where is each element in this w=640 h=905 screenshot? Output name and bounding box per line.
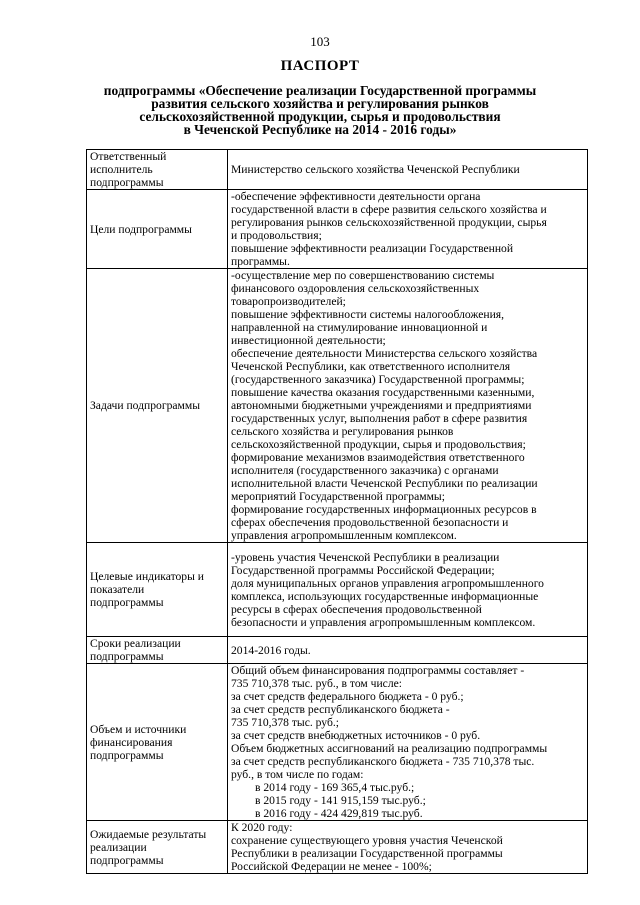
passport-table	[86, 149, 588, 874]
label-line: финансирования	[90, 735, 173, 749]
value-line: автономными бюджетными учреждениями и предприятиями	[231, 399, 532, 412]
label-line: Задачи подпрограммы	[90, 399, 200, 412]
passport-row	[87, 543, 588, 637]
subtitle-line: подпрограммы «Обеспечение реализации Государственной программы	[103, 83, 537, 98]
value-line: финансового оздоровления сельскохозяйственных	[231, 282, 480, 295]
value-line: обеспечение деятельности Министерства сельского хозяйства	[231, 347, 538, 360]
value-line: формирование механизмов взаимодействия ответственного	[231, 451, 525, 464]
value-line: государственных услуг, выполнения работ в сфере развития	[231, 412, 528, 425]
row-value	[228, 821, 588, 874]
value-line: Российской Федерации не менее - 100%;	[231, 860, 432, 873]
subtitle-line: развития сельского хозяйства и регулирования рынков	[151, 96, 489, 111]
row-value	[228, 269, 588, 543]
row-value	[228, 150, 588, 190]
year-funding-line: в 2014 году - 169 365,4 тыс.руб.;	[255, 781, 415, 794]
label-line: Ожидаемые результаты	[90, 827, 207, 841]
row-value	[228, 637, 588, 664]
subtitle-line: в Чеченской Республике на 2014 - 2016 годы»	[183, 122, 457, 137]
label-line: подпрограммы	[90, 853, 164, 867]
value-line: Министерство сельского хозяйства Чеченской Республики	[231, 163, 520, 176]
label-line: исполнитель	[90, 163, 153, 176]
value-line: за счет средств внебюджетных источников - 0 руб.	[231, 729, 481, 742]
value-line: ресурсы в сферах обеспечения продовольственной	[231, 602, 482, 616]
year-funding-line: в 2016 году - 424 429,819 тыс.руб.	[255, 807, 423, 820]
value-line: 735 710,378 тыс. руб.;	[231, 716, 339, 729]
value-line: повышение качества оказания государственными казенными,	[231, 386, 535, 399]
value-line: (государственного заказчика) Государственной программы;	[231, 373, 525, 386]
passport-row	[87, 821, 588, 874]
passport-row	[87, 664, 588, 821]
label-line: реализации	[90, 840, 147, 854]
label-line: подпрограммы	[90, 176, 164, 189]
document-title: ПАСПОРТ	[280, 58, 360, 74]
document-subtitle	[70, 84, 570, 136]
passport-row	[87, 150, 588, 190]
value-line: направленной на стимулирование инновационной и	[231, 321, 488, 334]
label-line: Объем и источники	[90, 722, 187, 736]
row-label	[87, 821, 228, 874]
value-line: исполнителя (государственного заказчика) с органами	[231, 464, 499, 477]
value-line: товаропроизводителей;	[231, 295, 346, 308]
label-line: Сроки реализации	[90, 637, 181, 650]
value-line: исполнительной власти Чеченской Республики по реализации	[231, 477, 538, 490]
value-line: государственной власти в сфере развития сельского хозяйства и	[231, 203, 547, 216]
value-line: 2014-2016 годы.	[231, 643, 311, 657]
row-label	[87, 543, 228, 637]
row-value	[228, 664, 588, 821]
value-line: за счет средств республиканского бюджета - 735 710,378 тыс.	[231, 755, 535, 768]
passport-row	[87, 637, 588, 664]
value-line: комплекса, использующих государственные информационные	[231, 589, 539, 603]
value-line: Республики в реализации Государственной программы	[231, 847, 503, 860]
value-line: программы.	[231, 255, 290, 268]
value-line: доля муниципальных органов управления агропромышленного	[231, 576, 544, 590]
value-line: Чеченской Республики, как ответственного исполнителя	[231, 360, 511, 373]
value-line: Государственной программы Российской Федерации;	[231, 563, 495, 577]
row-label	[87, 150, 228, 190]
value-line: за счет средств федерального бюджета - 0 руб.;	[231, 690, 464, 703]
value-line: повышение эффективности реализации Государственной	[231, 242, 514, 255]
page-number: 103	[310, 34, 330, 49]
year-funding-line: в 2015 году - 141 915,159 тыс.руб.;	[255, 794, 426, 807]
value-line: и продовольствия;	[231, 229, 322, 242]
label-line: подпрограммы	[90, 748, 164, 762]
value-line: -обеспечение эффективности деятельности органа	[231, 190, 481, 203]
value-line: -уровень участия Чеченской Республики в реализации	[231, 550, 500, 564]
value-line: формирование государственных информационных ресурсов в	[231, 503, 537, 516]
label-line: Целевые индикаторы и	[90, 570, 204, 583]
value-line: 735 710,378 тыс. руб., в том числе:	[231, 677, 402, 690]
value-line: инвестиционной деятельности;	[231, 334, 386, 347]
passport-row	[87, 269, 588, 543]
passport-row	[87, 190, 588, 269]
value-line: -осуществление мер по совершенствованию системы	[231, 269, 495, 282]
value-line: мероприятий Государственной программы;	[231, 490, 445, 503]
subtitle-line: сельскохозяйственной продукции, сырья и продовольствия	[139, 109, 501, 124]
value-line: руб., в том числе по годам:	[231, 768, 364, 781]
value-line: управления агропромышленным комплексом.	[231, 529, 457, 542]
value-line: безопасности и управления агропромышленным комплексом.	[231, 615, 536, 629]
value-line: сохранение существующего уровня участия Чеченской	[231, 834, 503, 847]
label-line: подпрограммы	[90, 650, 164, 663]
label-line: показатели	[90, 583, 145, 596]
value-line: сельскохозяйственной продукции, сырья и продовольствия;	[231, 438, 526, 451]
value-line: повышение эффективности системы налогообложения,	[231, 308, 505, 321]
row-label	[87, 637, 228, 664]
row-value	[228, 543, 588, 637]
label-line: Цели подпрограммы	[90, 222, 192, 236]
value-line: Объем бюджетных ассигнований на реализацию подпрограммы	[231, 742, 548, 755]
row-value	[228, 190, 588, 269]
value-line: за счет средств республиканского бюджета -	[231, 703, 450, 716]
label-line: Ответственный	[90, 150, 167, 163]
value-line: регулирования рынков сельскохозяйственной продукции, сырья	[231, 216, 547, 229]
value-line: Общий объем финансирования подпрограммы составляет -	[231, 664, 525, 677]
value-line: К 2020 году:	[231, 821, 293, 834]
row-label	[87, 269, 228, 543]
value-line: сельского хозяйства и регулирования рынков	[231, 425, 454, 438]
value-line: сферах обеспечения продовольственной безопасности и	[231, 516, 509, 529]
row-label	[87, 190, 228, 269]
row-label	[87, 664, 228, 821]
label-line: подпрограммы	[90, 596, 164, 609]
